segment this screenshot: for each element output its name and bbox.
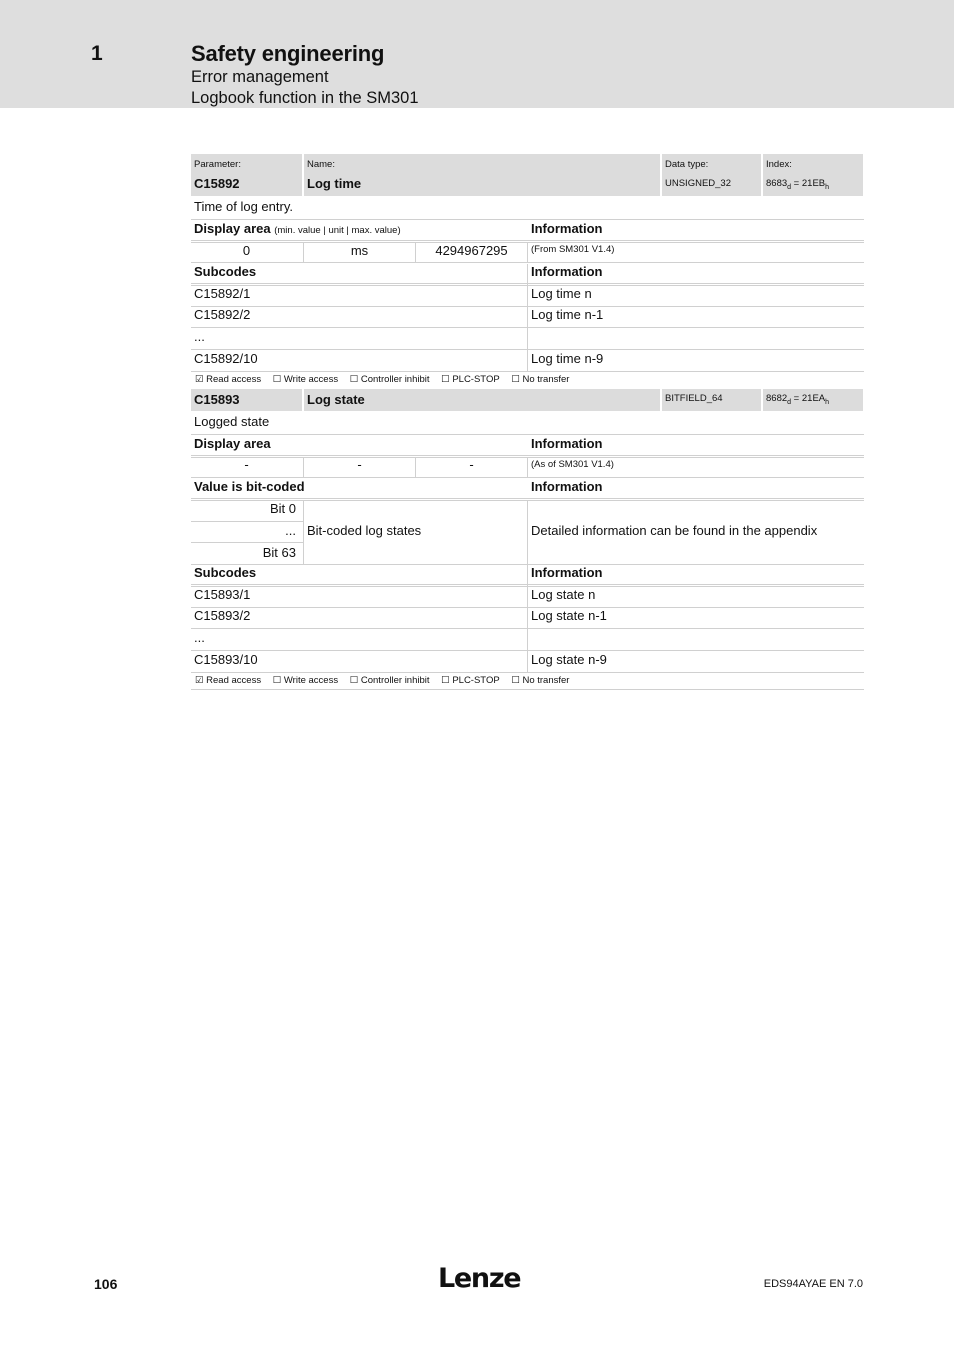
access-flags	[195, 374, 578, 385]
section-subtitle: Error management	[191, 68, 329, 86]
subcode-info: Log state n-9	[531, 652, 607, 667]
divider	[527, 264, 528, 371]
name-cell	[304, 154, 660, 196]
display-area-header-row	[191, 436, 864, 456]
chapter-header	[0, 0, 954, 108]
no-transfer-flag: ☐ No transfer	[511, 374, 570, 385]
divider	[191, 219, 864, 220]
divider	[415, 242, 416, 262]
divider	[191, 240, 864, 241]
parameter-cell	[191, 154, 302, 196]
plc-stop-flag: ☐ PLC-STOP	[441, 675, 500, 686]
data-type-value: UNSIGNED_32	[665, 178, 731, 189]
information-heading: Information	[531, 565, 603, 580]
chapter-title: Safety engineering	[191, 41, 385, 66]
plc-stop-flag: ☐ PLC-STOP	[441, 374, 500, 385]
write-access-flag: ☐ Write access	[272, 374, 339, 385]
subcode-info: Log time n	[531, 286, 592, 301]
subcodes-heading: Subcodes	[194, 264, 257, 279]
divider	[191, 521, 303, 522]
no-transfer-flag: ☐ No transfer	[511, 675, 570, 686]
index-value: $8683_d = 21EB_h$	[766, 178, 830, 191]
divider	[527, 457, 528, 477]
parameter-header-row	[191, 389, 864, 411]
display-area-heading: Display area (min. value | unit | max. value)	[194, 221, 401, 236]
parameter-label: Parameter:	[194, 159, 241, 170]
chapter-number: 1	[91, 42, 103, 65]
divider	[527, 565, 528, 672]
subcode-code: ...	[194, 329, 205, 344]
subsection-subtitle: Logbook function in the SM301	[191, 89, 419, 107]
subcode-info: Log time n-9	[531, 351, 604, 366]
divider	[191, 371, 864, 372]
subcode-code: C15893/2	[194, 608, 251, 623]
bit-ellipsis: ...	[285, 523, 296, 538]
min-value: -	[244, 457, 249, 472]
divider	[527, 242, 528, 262]
information-heading: Information	[531, 436, 603, 451]
description-row	[191, 414, 864, 434]
subcode-code: C15893/1	[194, 587, 251, 602]
divider	[191, 434, 864, 435]
divider	[527, 500, 528, 564]
bit-start: Bit 0	[269, 501, 296, 516]
subcodes-heading: Subcodes	[194, 565, 257, 580]
subcode-info: Log state n-1	[531, 608, 607, 623]
max-value: -	[469, 457, 474, 472]
write-access-flag: ☐ Write access	[272, 675, 339, 686]
read-access-flag: ☑ Read access	[195, 675, 262, 686]
display-info: (From SM301 V1.4)	[531, 244, 615, 255]
data-type-cell	[662, 154, 761, 196]
parameter-code: C15893	[191, 389, 302, 411]
divider	[191, 672, 864, 673]
divider	[415, 457, 416, 477]
parameter-name: Log time	[307, 176, 362, 191]
subcode-code: C15892/10	[194, 351, 258, 366]
index-cell	[763, 154, 863, 196]
lenze-logo: Lenze	[438, 1263, 521, 1294]
divider	[191, 455, 864, 456]
divider	[303, 242, 304, 262]
information-heading: Information	[531, 479, 603, 494]
divider	[303, 500, 304, 564]
divider	[303, 457, 304, 477]
data-type-value: BITFIELD_64	[662, 389, 761, 411]
information-heading: Information	[531, 221, 603, 236]
display-area-header-row	[191, 221, 864, 241]
controller-inhibit-flag: ☐ Controller inhibit	[349, 374, 430, 385]
parameter-code: C15892	[194, 176, 240, 191]
description-text: Logged state	[194, 414, 270, 429]
divider	[191, 498, 864, 499]
index-value: $8682_d = 21EA_h$	[763, 389, 863, 411]
divider	[191, 262, 864, 263]
information-heading: Information	[531, 264, 603, 279]
bitcoded-header-row	[191, 479, 864, 499]
access-flags	[195, 675, 578, 686]
read-access-flag: ☑ Read access	[195, 374, 262, 385]
subcode-code: C15893/10	[194, 652, 258, 667]
document-id: EDS94AYAE EN 7.0	[763, 1278, 863, 1290]
parameter-header-row	[191, 154, 864, 196]
display-area-heading: Display area	[194, 436, 271, 451]
subcode-info: Log state n	[531, 587, 596, 602]
subcode-info: Log time n-1	[531, 307, 604, 322]
bitcoded-info: Detailed information can be found in the appendix	[531, 523, 818, 538]
bitcoded-text: Bit-coded log states	[307, 523, 422, 538]
divider	[191, 477, 864, 478]
divider	[191, 542, 303, 543]
controller-inhibit-flag: ☐ Controller inhibit	[349, 675, 430, 686]
unit-value: -	[357, 457, 362, 472]
parameter-name: Log state	[304, 389, 660, 411]
description-text: Time of log entry.	[194, 199, 293, 214]
unit-value: ms	[350, 243, 369, 258]
min-value: 0	[242, 243, 251, 258]
bitcoded-heading: Value is bit-coded	[194, 479, 305, 494]
display-info: (As of SM301 V1.4)	[531, 459, 614, 470]
max-value: 4294967295	[435, 243, 508, 258]
subcode-code: C15892/2	[194, 307, 251, 322]
data-type-label: Data type:	[665, 159, 709, 170]
description-row	[191, 199, 864, 219]
index-label: Index:	[766, 159, 792, 170]
divider	[191, 689, 864, 690]
subcode-code: ...	[194, 630, 205, 645]
page-number: 106	[94, 1276, 118, 1292]
bit-end: Bit 63	[262, 545, 296, 560]
name-label: Name:	[307, 159, 335, 170]
subcode-code: C15892/1	[194, 286, 251, 301]
